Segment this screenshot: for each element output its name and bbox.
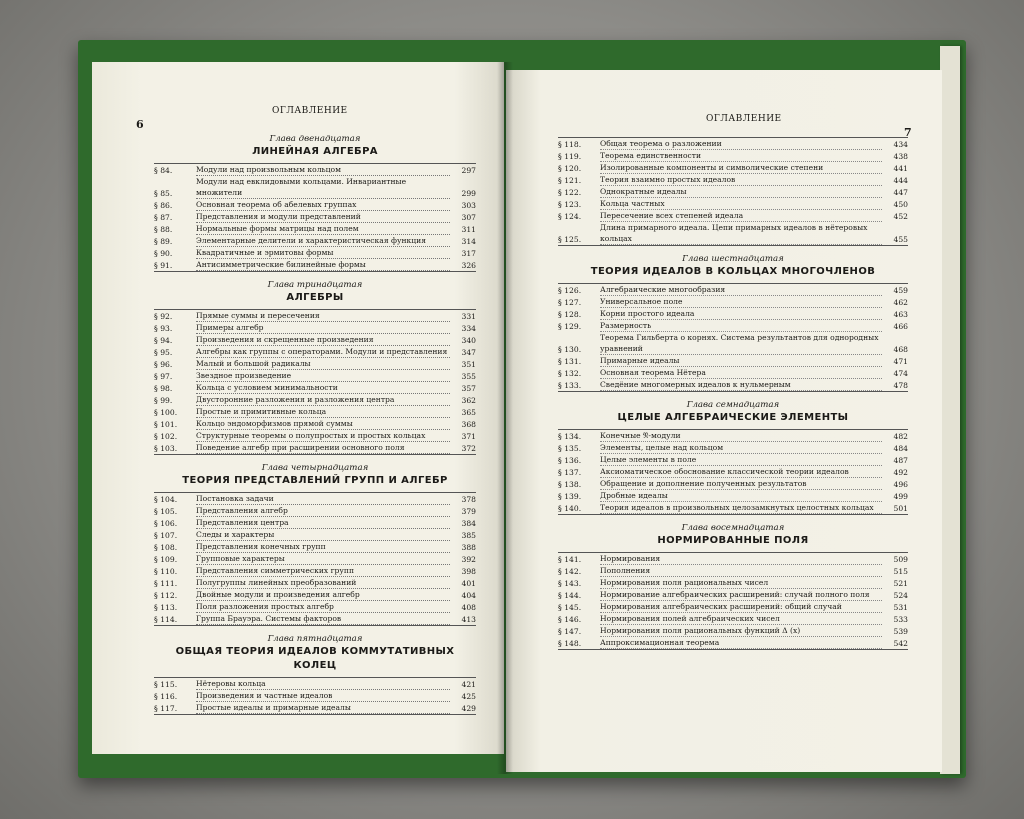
- section-number: § 142.: [558, 567, 582, 576]
- toc-entry: [558, 553, 908, 565]
- section-number: § 111.: [154, 579, 178, 588]
- left-page: [92, 62, 504, 754]
- section-page: 521: [893, 579, 908, 588]
- section-page: 455: [893, 235, 908, 244]
- section-number: § 135.: [558, 444, 582, 453]
- section-title: Представления центра: [196, 517, 450, 529]
- toc-entry: [154, 577, 476, 589]
- toc-entry: [154, 370, 476, 382]
- section-page: 299: [461, 189, 476, 198]
- section-title: Примеры алгебр: [196, 322, 450, 334]
- section-number: § 146.: [558, 615, 582, 624]
- chapter-entries: [558, 429, 908, 515]
- section-page: 509: [893, 555, 908, 564]
- section-number: § 84.: [154, 166, 173, 175]
- section-title: Модули над произвольным кольцом: [196, 164, 450, 176]
- toc-entry: [558, 222, 908, 245]
- section-page: 404: [461, 591, 476, 600]
- left-toc: [154, 134, 476, 723]
- section-title: Поля разложения простых алгебр: [196, 601, 450, 613]
- section-number: § 101.: [154, 420, 178, 429]
- toc-entry: [558, 210, 908, 222]
- section-number: § 123.: [558, 200, 582, 209]
- section-number: § 131.: [558, 357, 582, 366]
- section-title: Теория идеалов в произвольных целозамкнутых целостных кольцах: [600, 502, 882, 514]
- section-title: Кольца частных: [600, 198, 882, 210]
- toc-entry: [558, 355, 908, 367]
- toc-entry: [154, 493, 476, 505]
- toc-entry: [154, 541, 476, 553]
- section-title: Малый и большой радикалы: [196, 358, 450, 370]
- section-page: 371: [461, 432, 476, 441]
- section-number: § 117.: [154, 704, 178, 713]
- section-title: Теорема Гильберта о корнях. Система результантов для однородных уравнений: [600, 332, 882, 355]
- toc-entry: [558, 625, 908, 637]
- section-number: § 86.: [154, 201, 173, 210]
- chapter-title: ЛИНЕЙНАЯ АЛГЕБРА: [252, 146, 378, 157]
- section-title: Алгебраические многообразия: [600, 284, 882, 296]
- section-title: Аппроксимационная теорема: [600, 637, 882, 649]
- section-title: Кольца с условием минимальности: [196, 382, 450, 394]
- toc-entry: [558, 502, 908, 514]
- section-page: 297: [461, 166, 476, 175]
- section-title: Простые и примитивные кольца: [196, 406, 450, 418]
- toc-entry: [154, 358, 476, 370]
- section-title: Конечные 𝔑-модули: [600, 430, 882, 442]
- section-number: § 106.: [154, 519, 178, 528]
- section-title: Произведения и скрещенные произведения: [196, 334, 450, 346]
- section-page: 425: [461, 692, 476, 701]
- section-page: 499: [893, 492, 908, 501]
- section-page: 468: [893, 345, 908, 354]
- chapter-heading: Глава шестнадцатая: [682, 254, 784, 264]
- section-page: 441: [893, 164, 908, 173]
- section-title: Теория взаимно простых идеалов: [600, 174, 882, 186]
- toc-entry: [154, 235, 476, 247]
- section-page: 372: [461, 444, 476, 453]
- toc-entry: [558, 379, 908, 391]
- section-page: 478: [893, 381, 908, 390]
- section-number: § 91.: [154, 261, 173, 270]
- toc-entry: [154, 702, 476, 714]
- section-number: § 115.: [154, 680, 178, 689]
- page-number-right: 7: [904, 126, 912, 139]
- section-page: 421: [461, 680, 476, 689]
- chapter-heading: Глава двенадцатая: [269, 134, 361, 144]
- toc-entry: [154, 164, 476, 176]
- toc-entry: [154, 678, 476, 690]
- section-page: 384: [461, 519, 476, 528]
- toc-entry: [154, 394, 476, 406]
- section-number: § 140.: [558, 504, 582, 513]
- section-number: § 96.: [154, 360, 173, 369]
- right-page: [506, 70, 942, 772]
- section-number: § 85.: [154, 189, 173, 198]
- section-number: § 114.: [154, 615, 178, 624]
- section-title: Нормирования полей алгебраических чисел: [600, 613, 882, 625]
- section-page: 444: [893, 176, 908, 185]
- section-title: Однократные идеалы: [600, 186, 882, 198]
- toc-entry: [558, 284, 908, 296]
- toc-entry: [558, 296, 908, 308]
- section-title: Квадратичные и эрмитовы формы: [196, 247, 450, 259]
- chapter-heading: Глава семнадцатая: [686, 400, 780, 410]
- toc-entry: [558, 601, 908, 613]
- section-page: 501: [893, 504, 908, 513]
- section-title: Модули над евклидовыми кольцами. Инвариантные множители: [196, 176, 450, 199]
- toc-entry: [154, 517, 476, 529]
- section-title: Прямые суммы и пересечения: [196, 310, 450, 322]
- section-number: § 137.: [558, 468, 582, 477]
- section-page: 314: [461, 237, 476, 246]
- section-title: Нормирование алгебраических расширений: случай полного поля: [600, 589, 882, 601]
- section-page: 379: [461, 507, 476, 516]
- section-number: § 95.: [154, 348, 173, 357]
- section-number: § 103.: [154, 444, 178, 453]
- toc-entry: [154, 565, 476, 577]
- toc-entry: [558, 198, 908, 210]
- section-number: § 112.: [154, 591, 178, 600]
- book-gutter: [497, 62, 513, 774]
- section-page: 434: [893, 140, 908, 149]
- section-title: Основная теорема Нётера: [600, 367, 882, 379]
- section-page: 474: [893, 369, 908, 378]
- section-title: Нормирования алгебраических расширений: общий случай: [600, 601, 882, 613]
- section-title: Элементы, целые над кольцом: [600, 442, 882, 454]
- section-title: Пересечение всех степеней идеала: [600, 210, 882, 222]
- chapter-entries: [154, 163, 476, 272]
- section-number: § 88.: [154, 225, 173, 234]
- section-title: Антисимметрические билинейные формы: [196, 259, 450, 271]
- section-number: § 127.: [558, 298, 582, 307]
- section-title: Алгебры как группы с операторами. Модули и представления: [196, 346, 450, 358]
- toc-entry: [558, 138, 908, 150]
- toc-entry: [558, 162, 908, 174]
- section-title: Следы и характеры: [196, 529, 450, 541]
- chapter-entries: [558, 552, 908, 650]
- toc-entry: [558, 367, 908, 379]
- section-number: § 132.: [558, 369, 582, 378]
- section-number: § 126.: [558, 286, 582, 295]
- chapter-heading: Глава пятнадцатая: [267, 634, 363, 644]
- section-number: § 147.: [558, 627, 582, 636]
- section-page: 355: [461, 372, 476, 381]
- section-number: § 108.: [154, 543, 178, 552]
- section-number: § 136.: [558, 456, 582, 465]
- toc-entry: [154, 247, 476, 259]
- lead-entries: [558, 137, 908, 246]
- section-number: § 98.: [154, 384, 173, 393]
- section-number: § 105.: [154, 507, 178, 516]
- toc-entry: [558, 466, 908, 478]
- section-page: 331: [461, 312, 476, 321]
- section-title: Постановка задачи: [196, 493, 450, 505]
- toc-entry: [154, 418, 476, 430]
- running-head-left: ОГЛАВЛЕНИЕ: [272, 106, 348, 116]
- section-title: Основная теорема об абелевых группах: [196, 199, 450, 211]
- section-page: 347: [461, 348, 476, 357]
- section-title: Корни простого идеала: [600, 308, 882, 320]
- toc-entry: [558, 490, 908, 502]
- section-title: Группа Брауэра. Системы факторов: [196, 613, 450, 625]
- toc-entry: [558, 308, 908, 320]
- section-page: 388: [461, 543, 476, 552]
- section-page: 378: [461, 495, 476, 504]
- section-page: 429: [461, 704, 476, 713]
- section-page: 462: [893, 298, 908, 307]
- chapter-heading: Глава четырнадцатая: [261, 463, 369, 473]
- section-page: 334: [461, 324, 476, 333]
- section-page: 303: [461, 201, 476, 210]
- toc-entry: [154, 199, 476, 211]
- section-number: § 118.: [558, 140, 582, 149]
- section-number: § 134.: [558, 432, 582, 441]
- section-number: § 109.: [154, 555, 178, 564]
- section-page: 533: [893, 615, 908, 624]
- section-number: § 139.: [558, 492, 582, 501]
- section-number: § 100.: [154, 408, 178, 417]
- section-number: § 144.: [558, 591, 582, 600]
- toc-entry: [558, 430, 908, 442]
- section-page: 392: [461, 555, 476, 564]
- section-number: § 87.: [154, 213, 173, 222]
- right-toc: [558, 137, 908, 658]
- toc-entry: [558, 442, 908, 454]
- section-title: Элементарные делители и характеристическая функция: [196, 235, 450, 247]
- section-number: § 110.: [154, 567, 178, 576]
- section-title: Нётеровы кольца: [196, 678, 450, 690]
- section-title: Простые идеалы и примарные идеалы: [196, 702, 450, 714]
- section-page: 398: [461, 567, 476, 576]
- section-page: 362: [461, 396, 476, 405]
- chapter-entries: [154, 677, 476, 715]
- section-title: Поведение алгебр при расширении основного поля: [196, 442, 450, 454]
- page-number-left: 6: [136, 118, 144, 131]
- section-number: § 121.: [558, 176, 582, 185]
- section-title: Полугруппы линейных преобразований: [196, 577, 450, 589]
- section-page: 539: [893, 627, 908, 636]
- toc-entry: [558, 478, 908, 490]
- section-page: 492: [893, 468, 908, 477]
- section-title: Двусторонние разложения и разложения центра: [196, 394, 450, 406]
- section-number: § 133.: [558, 381, 582, 390]
- section-title: Кольцо эндоморфизмов прямой суммы: [196, 418, 450, 430]
- running-head-right: ОГЛАВЛЕНИЕ: [706, 114, 782, 124]
- chapter-heading: Глава восемнадцатая: [681, 523, 785, 533]
- section-page: 450: [893, 200, 908, 209]
- section-number: § 120.: [558, 164, 582, 173]
- section-number: § 124.: [558, 212, 582, 221]
- section-title: Дробные идеалы: [600, 490, 882, 502]
- section-number: § 104.: [154, 495, 178, 504]
- section-title: Пополнения: [600, 565, 882, 577]
- chapter-title: ОБЩАЯ ТЕОРИЯ ИДЕАЛОВ КОММУТАТИВНЫХ КОЛЕЦ: [175, 646, 455, 671]
- section-page: 413: [461, 615, 476, 624]
- chapter-heading: Глава тринадцатая: [267, 280, 363, 290]
- toc-entry: [154, 334, 476, 346]
- section-title: Звездное произведение: [196, 370, 450, 382]
- section-page: 463: [893, 310, 908, 319]
- section-title: Общая теорема о разложении: [600, 138, 882, 150]
- section-title: Произведения и частные идеалов: [196, 690, 450, 702]
- section-page: 307: [461, 213, 476, 222]
- section-title: Нормирования поля рациональных чисел: [600, 577, 882, 589]
- section-page: 471: [893, 357, 908, 366]
- section-page: 408: [461, 603, 476, 612]
- section-number: § 130.: [558, 345, 582, 354]
- section-number: § 93.: [154, 324, 173, 333]
- section-title: Размерность: [600, 320, 882, 332]
- section-title: Универсальное поле: [600, 296, 882, 308]
- toc-entry: [558, 186, 908, 198]
- section-number: § 145.: [558, 603, 582, 612]
- toc-entry: [154, 176, 476, 199]
- toc-entry: [558, 577, 908, 589]
- section-number: § 99.: [154, 396, 173, 405]
- section-number: § 97.: [154, 372, 173, 381]
- section-page: 368: [461, 420, 476, 429]
- toc-entry: [558, 565, 908, 577]
- section-number: § 107.: [154, 531, 178, 540]
- section-title: Сведёние многомерных идеалов к нульмерным: [600, 379, 882, 391]
- section-number: § 148.: [558, 639, 582, 648]
- section-number: § 89.: [154, 237, 173, 246]
- section-number: § 122.: [558, 188, 582, 197]
- section-title: Целые элементы в поле: [600, 454, 882, 466]
- toc-entry: [558, 454, 908, 466]
- section-number: § 90.: [154, 249, 173, 258]
- page-edges: [940, 46, 960, 774]
- toc-entry: [154, 382, 476, 394]
- section-title: Нормирования поля рациональных функций Δ (x): [600, 625, 882, 637]
- section-number: § 102.: [154, 432, 178, 441]
- section-number: § 119.: [558, 152, 582, 161]
- section-title: Теорема единственности: [600, 150, 882, 162]
- section-number: § 92.: [154, 312, 173, 321]
- toc-entry: [154, 505, 476, 517]
- section-title: Представления алгебр: [196, 505, 450, 517]
- section-page: 401: [461, 579, 476, 588]
- chapter-title: НОРМИРОВАННЫЕ ПОЛЯ: [657, 535, 809, 546]
- section-title: Примарные идеалы: [600, 355, 882, 367]
- section-title: Представления и модули представлений: [196, 211, 450, 223]
- toc-entry: [558, 150, 908, 162]
- section-number: § 94.: [154, 336, 173, 345]
- toc-entry: [154, 529, 476, 541]
- chapter-entries: [558, 283, 908, 392]
- toc-entry: [154, 601, 476, 613]
- section-page: 351: [461, 360, 476, 369]
- toc-entry: [558, 320, 908, 332]
- section-number: § 113.: [154, 603, 178, 612]
- chapter-title: ТЕОРИЯ ПРЕДСТАВЛЕНИЙ ГРУПП И АЛГЕБР: [182, 475, 448, 486]
- section-page: 357: [461, 384, 476, 393]
- section-page: 496: [893, 480, 908, 489]
- toc-entry: [558, 332, 908, 355]
- section-page: 484: [893, 444, 908, 453]
- section-page: 452: [893, 212, 908, 221]
- chapter-entries: [154, 309, 476, 455]
- chapter-title: АЛГЕБРЫ: [286, 292, 344, 303]
- chapter-title: ЦЕЛЫЕ АЛГЕБРАИЧЕСКИЕ ЭЛЕМЕНТЫ: [617, 412, 849, 423]
- section-title: Представления конечных групп: [196, 541, 450, 553]
- toc-entry: [558, 637, 908, 649]
- toc-entry: [558, 613, 908, 625]
- toc-entry: [154, 589, 476, 601]
- section-title: Обращение и дополнение полученных результатов: [600, 478, 882, 490]
- toc-entry: [558, 174, 908, 186]
- section-page: 531: [893, 603, 908, 612]
- toc-entry: [154, 406, 476, 418]
- section-title: Нормальные формы матрицы над полем: [196, 223, 450, 235]
- toc-entry: [154, 211, 476, 223]
- toc-entry: [154, 310, 476, 322]
- section-page: 487: [893, 456, 908, 465]
- section-page: 459: [893, 286, 908, 295]
- section-number: § 116.: [154, 692, 178, 701]
- section-title: Двойные модули и произведения алгебр: [196, 589, 450, 601]
- section-page: 311: [461, 225, 476, 234]
- toc-entry: [154, 322, 476, 334]
- toc-entry: [558, 589, 908, 601]
- section-page: 542: [893, 639, 908, 648]
- section-page: 385: [461, 531, 476, 540]
- section-page: 524: [893, 591, 908, 600]
- section-page: 438: [893, 152, 908, 161]
- chapter-title: ТЕОРИЯ ИДЕАЛОВ В КОЛЬЦАХ МНОГОЧЛЕНОВ: [590, 266, 876, 277]
- section-page: 326: [461, 261, 476, 270]
- section-number: § 128.: [558, 310, 582, 319]
- section-title: Нормирования: [600, 553, 882, 565]
- section-page: 466: [893, 322, 908, 331]
- toc-entry: [154, 442, 476, 454]
- section-title: Аксиоматическое обоснование классической теории идеалов: [600, 466, 882, 478]
- section-page: 447: [893, 188, 908, 197]
- section-number: § 138.: [558, 480, 582, 489]
- toc-entry: [154, 259, 476, 271]
- section-number: § 143.: [558, 579, 582, 588]
- toc-entry: [154, 613, 476, 625]
- section-title: Структурные теоремы о полупростых и простых кольцах: [196, 430, 450, 442]
- section-title: Длина примарного идеала. Цепи примарных идеалов в нётеровых кольцах: [600, 222, 882, 245]
- toc-entry: [154, 430, 476, 442]
- toc-entry: [154, 223, 476, 235]
- section-page: 340: [461, 336, 476, 345]
- toc-entry: [154, 346, 476, 358]
- section-title: Представления симметрических групп: [196, 565, 450, 577]
- section-title: Групповые характеры: [196, 553, 450, 565]
- toc-entry: [154, 553, 476, 565]
- section-number: § 125.: [558, 235, 582, 244]
- section-page: 365: [461, 408, 476, 417]
- section-number: § 141.: [558, 555, 582, 564]
- section-title: Изолированные компоненты и символические степени: [600, 162, 882, 174]
- toc-entry: [154, 690, 476, 702]
- section-page: 317: [461, 249, 476, 258]
- section-page: 515: [893, 567, 908, 576]
- chapter-entries: [154, 492, 476, 626]
- section-number: § 129.: [558, 322, 582, 331]
- section-page: 482: [893, 432, 908, 441]
